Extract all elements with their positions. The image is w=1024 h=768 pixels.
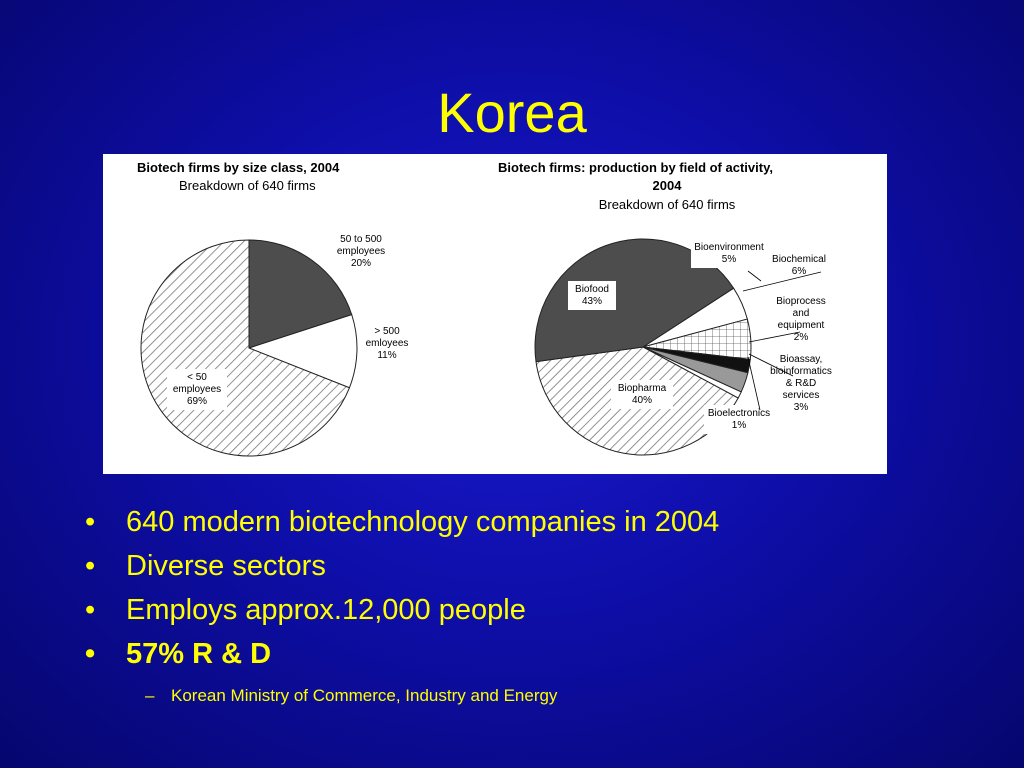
bullet-item bbox=[85, 588, 719, 632]
bullet-item bbox=[85, 544, 719, 588]
pie-charts bbox=[103, 154, 887, 474]
slice-value-label: 1% bbox=[731, 420, 747, 431]
sub-bullet-dash: – bbox=[145, 686, 155, 705]
chart2-title: Biotech firms: production by field of activity, bbox=[498, 160, 773, 175]
chart-figure bbox=[103, 154, 887, 474]
slice-label: & R&D bbox=[785, 378, 817, 389]
slice-label: < 50 bbox=[187, 372, 207, 383]
chart1-title: Biotech firms by size class, 2004 bbox=[137, 160, 340, 175]
slice-label: employees bbox=[172, 384, 222, 395]
slice-label: emloyees bbox=[365, 338, 409, 349]
field-of-activity-chart bbox=[498, 160, 832, 455]
slice-label: and bbox=[792, 308, 810, 319]
bullet-dot: • bbox=[85, 506, 96, 538]
bullet-text: 57% R & D bbox=[126, 638, 272, 670]
leader-line bbox=[749, 332, 800, 342]
chart2-subtitle: Breakdown of 640 firms bbox=[598, 197, 736, 212]
slice-label: Bioenvironment bbox=[694, 242, 764, 253]
slice-value-label: 5% bbox=[721, 254, 737, 265]
bullet-text: Employs approx.12,000 people bbox=[126, 594, 526, 626]
source-citation bbox=[145, 684, 557, 708]
slide-title: Korea bbox=[437, 81, 587, 144]
slice-value-label: 3% bbox=[793, 402, 809, 413]
chart2-title-year: 2004 bbox=[652, 178, 682, 193]
bullet-list bbox=[85, 500, 719, 676]
chart1-subtitle: Breakdown of 640 firms bbox=[179, 178, 316, 193]
slice-value-label: 11% bbox=[377, 350, 397, 361]
bullet-text: Diverse sectors bbox=[126, 550, 326, 582]
slice-label: services bbox=[782, 390, 820, 401]
source-text: Korean Ministry of Commerce, Industry and Energy bbox=[171, 686, 558, 705]
slice-label: 50 to 500 bbox=[340, 234, 382, 245]
bullet-text: 640 modern biotechnology companies in 2004 bbox=[126, 506, 720, 538]
bullet-dot: • bbox=[85, 550, 96, 582]
slice-value-label: 43% bbox=[581, 296, 603, 307]
bullet-item bbox=[85, 632, 719, 676]
slice-value-label: 40% bbox=[631, 395, 653, 406]
bullet-dot: • bbox=[85, 638, 96, 670]
slice-label: employees bbox=[336, 246, 386, 257]
bullet-item bbox=[85, 500, 719, 544]
slice-label: Bioassay, bbox=[779, 354, 823, 365]
slice-label: Biofood bbox=[575, 284, 609, 295]
leader-line bbox=[743, 272, 821, 291]
slice-label: Bioprocess bbox=[776, 296, 826, 307]
size-class-chart bbox=[137, 160, 408, 456]
slice-label: bioinformatics bbox=[770, 366, 832, 377]
bullet-dot: • bbox=[85, 594, 96, 626]
slice-label: Biochemical bbox=[772, 254, 826, 265]
slice-value-label: 69% bbox=[186, 396, 208, 407]
slice-label: > 500 bbox=[374, 326, 400, 337]
slice-label: equipment bbox=[777, 320, 825, 331]
slice-label: Biopharma bbox=[617, 383, 667, 394]
slice-value-label: 2% bbox=[793, 332, 809, 343]
leader-line bbox=[748, 357, 760, 410]
slice-value-label: 20% bbox=[350, 258, 372, 269]
slice-value-label: 6% bbox=[791, 266, 807, 277]
leader-line bbox=[748, 271, 761, 281]
slice-label: Bioelectronics bbox=[707, 408, 771, 419]
